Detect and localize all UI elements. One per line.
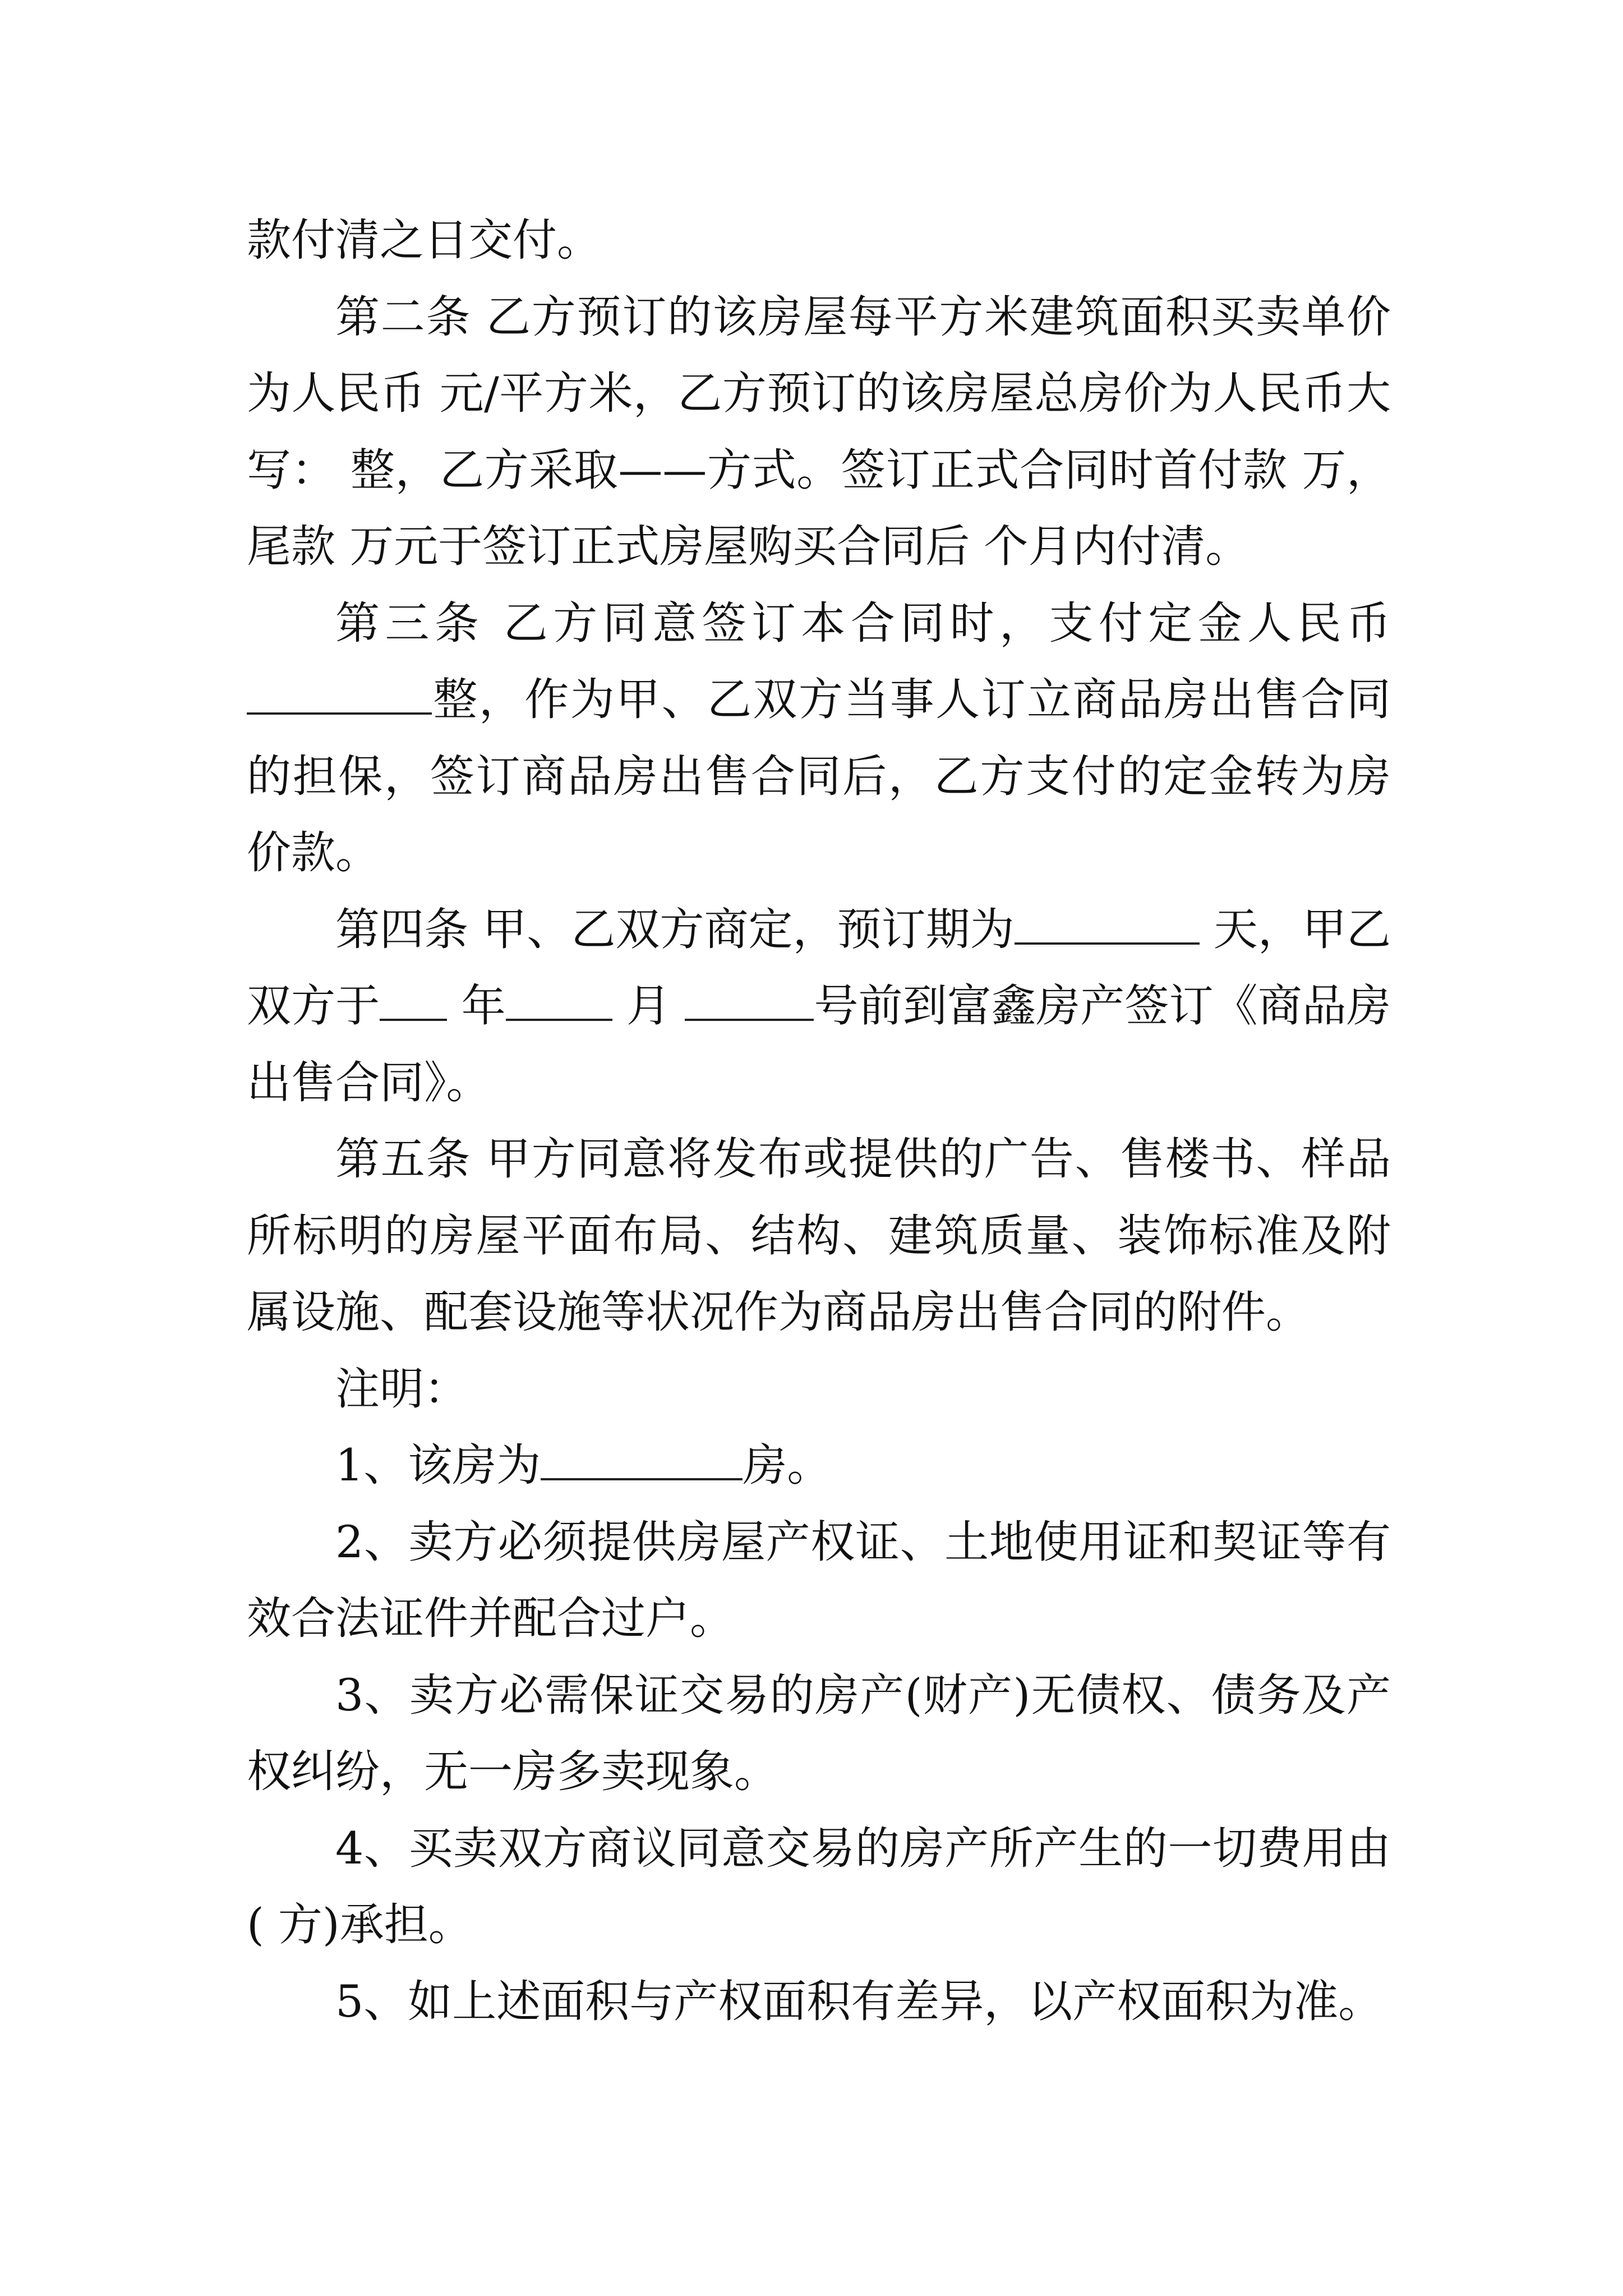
article-five: 第五条 甲方同意将发布或提供的广告、售楼书、样品所标明的房屋平面布局、结构、建筑质量、装饰标准及附属设施、配套设施等状况作为商品房出售合同的附件。 (247, 1133, 1391, 1338)
note-one (247, 1427, 1391, 1504)
article-four-text-e: 号前到富鑫房产签订《商品房出售合同》。 (247, 980, 1391, 1108)
house-type-blank (541, 1441, 743, 1480)
month-blank (506, 981, 612, 1021)
document-page (247, 202, 1391, 2040)
article-four-text-d: 月 (612, 980, 685, 1032)
paragraph-payment-delivery: 款付清之日交付。 (247, 214, 601, 266)
article-four (247, 891, 1391, 1121)
notes-heading: 注明： (335, 1363, 468, 1415)
note-three: 3、卖方必需保证交易的房产(财产)无债权、债务及产权纠纷，无一房多卖现象。 (247, 1669, 1391, 1797)
article-three-text-a: 第三条 乙方同意签订本合同时，支付定金人民币 (335, 597, 1391, 649)
article-two: 第二条 乙方预订的该房屋每平方米建筑面积买卖单价为人民币 元/平方米，乙方预订的该房屋总房价为人民币大写： 整，乙方采取——方式。签订正式合同时首付款 万，尾款 万元于签订正式房屋购买合同后 个月内付清。 (247, 291, 1391, 572)
article-three (247, 585, 1391, 891)
year-blank (380, 981, 447, 1021)
article-four-text-b: 天，甲乙双方于 (247, 903, 1391, 1032)
note-one-text-b: 房。 (743, 1439, 832, 1491)
note-two: 2、卖方必须提供房屋产权证、土地使用证和契证等有效合法证件并配合过户。 (247, 1516, 1391, 1644)
article-four-text-c: 年 (447, 980, 506, 1032)
article-three-text-b: 整，作为甲、乙双方当事人订立商品房出售合同的担保，签订商品房出售合同后，乙方支付的定金转为房价款。 (247, 674, 1391, 878)
note-one-text-a: 1、该房为 (335, 1439, 541, 1491)
note-five: 5、如上述面积与产权面积有差异，以产权面积为准。 (335, 1975, 1383, 2027)
day-blank (685, 981, 814, 1021)
reservation-days-blank (1015, 904, 1200, 944)
note-four: 4、买卖双方商议同意交易的房产所产生的一切费用由( 方)承担。 (247, 1822, 1391, 1950)
deposit-amount-blank (247, 675, 432, 715)
article-four-text-a: 第四条 甲、乙双方商定，预订期为 (335, 903, 1015, 955)
